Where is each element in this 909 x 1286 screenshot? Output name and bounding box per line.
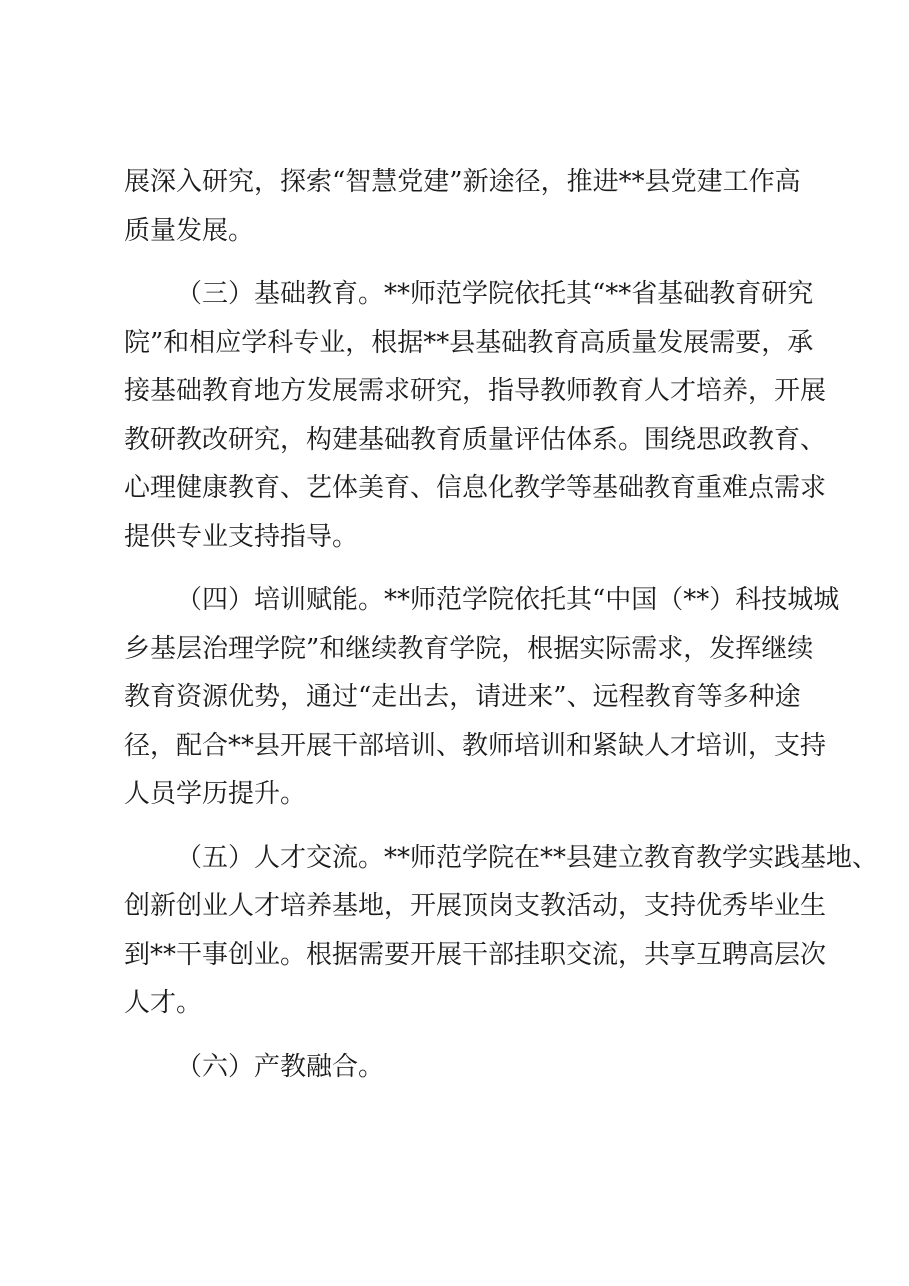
text-line: （四）培训赋能。**师范学院依托其“中国（**）科技城城 — [176, 585, 840, 615]
paragraph-continued — [124, 158, 804, 255]
paragraph-basic-education — [124, 270, 827, 561]
text-line: 提供专业支持指导。 — [124, 521, 359, 552]
text-line: 人员学历提升。 — [124, 779, 307, 809]
text-line: 创新创业人才培养基地，开展顶岗支教活动，支持优秀毕业生 — [124, 891, 827, 921]
text-line: （三）基础教育。**师范学院依托其“**省基础教育研究 — [176, 279, 814, 309]
text-line: 展深入研究，探索“智慧党建”新途径，推进**县党建工作高 — [124, 167, 801, 197]
paragraph-industry-education — [124, 1043, 804, 1092]
text-line: （六）产教融合。 — [176, 1051, 385, 1082]
text-line: 教育资源优势，通过“走出去，请进来”、远程教育等多种途 — [124, 682, 801, 712]
paragraph-talent-exchange — [124, 834, 879, 1028]
text-line: 人才。 — [124, 988, 203, 1018]
paragraph-training — [124, 576, 840, 819]
text-line: （五）人才交流。**师范学院在**县建立教育教学实践基地、 — [176, 842, 879, 873]
text-line: 到**干事创业。根据需要开展干部挂职交流，共享互聘高层次 — [124, 939, 827, 970]
text-line: 乡基层治理学院”和继续教育学院，根据实际需求，发挥继续 — [124, 633, 814, 664]
text-line: 接基础教育地方发展需求研究，指导教师教育人才培养，开展 — [124, 376, 827, 406]
text-line: 心理健康教育、艺体美育、信息化教学等基础教育重难点需求 — [124, 473, 827, 503]
document-body — [124, 158, 879, 1106]
text-line: 质量发展。 — [124, 215, 255, 246]
text-line: 教研教改研究，构建基础教育质量评估体系。围绕思政教育、 — [124, 424, 827, 455]
text-line: 径，配合**县开展干部培训、教师培训和紧缺人才培训，支持 — [124, 730, 827, 761]
text-line: 院”和相应学科专业，根据**县基础教育高质量发展需要，承 — [124, 327, 814, 358]
